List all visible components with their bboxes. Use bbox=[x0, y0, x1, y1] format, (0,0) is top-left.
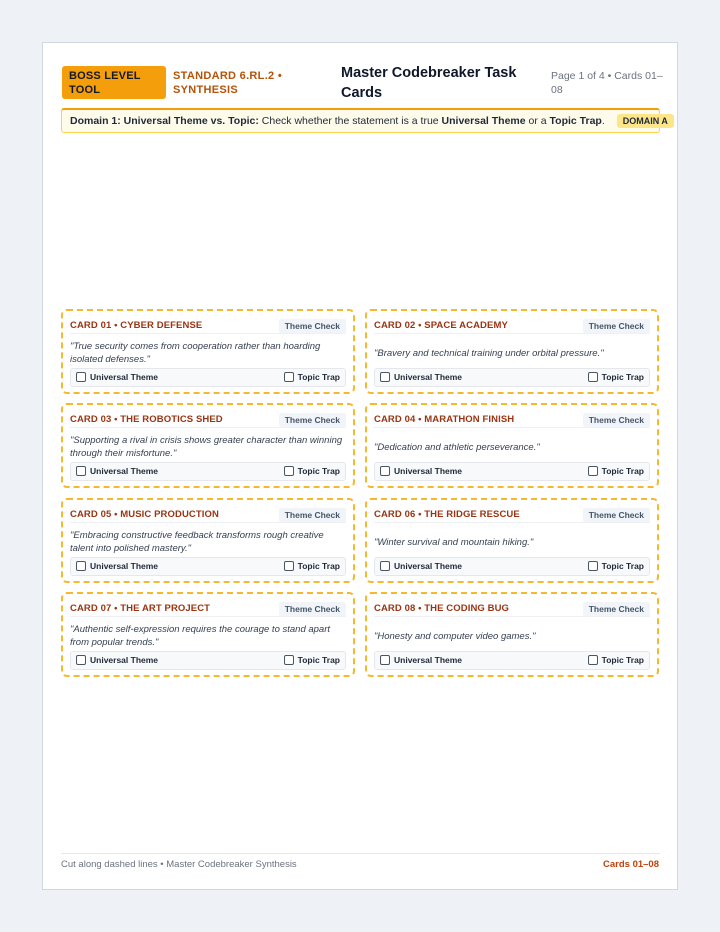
domain-label: Domain 1: Universal Theme vs. Topic: bbox=[70, 115, 259, 127]
card-options bbox=[374, 651, 650, 670]
card-quote: "Winter survival and mountain hiking." bbox=[374, 536, 534, 548]
option-label: Topic Trap bbox=[601, 466, 644, 476]
option-topic-trap[interactable] bbox=[588, 655, 644, 665]
card-label: CARD 06 • THE RIDGE RESCUE bbox=[374, 509, 520, 520]
task-card bbox=[61, 592, 355, 677]
checkbox-icon[interactable] bbox=[380, 655, 390, 665]
domain-text-mid: or a bbox=[528, 115, 547, 127]
page-title: Master Codebreaker Task Cards bbox=[341, 65, 517, 101]
domain-text-end: . bbox=[601, 115, 605, 127]
option-label: Topic Trap bbox=[297, 655, 340, 665]
card-label: CARD 08 • THE CODING BUG bbox=[374, 603, 510, 614]
option-label: Topic Trap bbox=[601, 561, 644, 571]
card-header bbox=[70, 508, 346, 523]
option-topic-trap[interactable] bbox=[588, 372, 644, 382]
option-topic-trap[interactable] bbox=[588, 466, 644, 476]
option-label: Universal Theme bbox=[394, 372, 463, 382]
card-quote: "Dedication and athletic perseverance." bbox=[374, 441, 540, 453]
theme-check-chip: Theme Check bbox=[583, 413, 650, 427]
task-card bbox=[365, 498, 659, 583]
card-label: CARD 05 • MUSIC PRODUCTION bbox=[70, 509, 219, 520]
theme-check-chip: Theme Check bbox=[279, 413, 346, 427]
card-options bbox=[70, 368, 346, 387]
standard-label: STANDARD 6.RL.2 • SYNTHESIS bbox=[173, 70, 282, 96]
theme-check-chip: Theme Check bbox=[583, 602, 650, 616]
option-label: Universal Theme bbox=[394, 466, 463, 476]
checkbox-icon[interactable] bbox=[284, 561, 294, 571]
option-topic-trap[interactable] bbox=[284, 655, 340, 665]
domain-tag: DOMAIN A bbox=[617, 114, 674, 128]
footer-divider bbox=[61, 853, 660, 854]
card-header bbox=[374, 319, 650, 334]
card-options bbox=[374, 368, 650, 387]
domain-text-before: Check whether the statement is a true bbox=[261, 115, 439, 127]
checkbox-icon[interactable] bbox=[76, 372, 86, 382]
card-options bbox=[374, 557, 650, 576]
option-universal-theme[interactable] bbox=[380, 372, 462, 382]
card-label: CARD 02 • SPACE ACADEMY bbox=[374, 320, 508, 331]
theme-check-chip: Theme Check bbox=[279, 508, 346, 522]
option-universal-theme[interactable] bbox=[76, 655, 158, 665]
card-header bbox=[374, 602, 650, 617]
card-header bbox=[70, 319, 346, 334]
card-quote: "Supporting a rival in crisis shows greater character than winning through their misfortune." bbox=[70, 435, 343, 459]
option-universal-theme[interactable] bbox=[380, 655, 462, 665]
option-topic-trap[interactable] bbox=[284, 372, 340, 382]
task-card bbox=[61, 498, 355, 583]
option-universal-theme[interactable] bbox=[76, 466, 158, 476]
domain-term-topic-trap: Topic Trap bbox=[549, 115, 602, 127]
checkbox-icon[interactable] bbox=[284, 372, 294, 382]
theme-check-chip: Theme Check bbox=[583, 508, 650, 522]
checkbox-icon[interactable] bbox=[380, 561, 390, 571]
option-topic-trap[interactable] bbox=[284, 561, 340, 571]
checkbox-icon[interactable] bbox=[588, 561, 598, 571]
card-options bbox=[374, 462, 650, 481]
card-options bbox=[70, 462, 346, 481]
card-quote: "Bravery and technical training under orbital pressure." bbox=[374, 347, 604, 359]
checkbox-icon[interactable] bbox=[284, 655, 294, 665]
page-info: Page 1 of 4 • Cards 01–08 bbox=[551, 70, 663, 96]
option-label: Topic Trap bbox=[297, 466, 340, 476]
card-header bbox=[70, 413, 346, 428]
checkbox-icon[interactable] bbox=[76, 561, 86, 571]
card-quote: "Honesty and computer video games." bbox=[374, 630, 536, 642]
option-label: Topic Trap bbox=[297, 372, 340, 382]
card-quote: "True security comes from cooperation rather than hoarding isolated defenses." bbox=[70, 341, 321, 365]
option-universal-theme[interactable] bbox=[76, 372, 158, 382]
option-topic-trap[interactable] bbox=[588, 561, 644, 571]
option-label: Universal Theme bbox=[90, 561, 159, 571]
option-label: Universal Theme bbox=[394, 561, 463, 571]
card-options bbox=[70, 557, 346, 576]
option-universal-theme[interactable] bbox=[380, 466, 462, 476]
domain-instructions bbox=[61, 108, 668, 133]
option-label: Topic Trap bbox=[297, 561, 340, 571]
option-universal-theme[interactable] bbox=[76, 561, 158, 571]
checkbox-icon[interactable] bbox=[380, 466, 390, 476]
checkbox-icon[interactable] bbox=[588, 655, 598, 665]
checkbox-icon[interactable] bbox=[76, 466, 86, 476]
checkbox-icon[interactable] bbox=[588, 372, 598, 382]
option-label: Universal Theme bbox=[90, 372, 159, 382]
checkbox-icon[interactable] bbox=[588, 466, 598, 476]
boss-level-badge: BOSS LEVEL TOOL bbox=[62, 66, 166, 99]
task-card bbox=[365, 403, 659, 488]
footer-card-range: Cards 01–08 bbox=[603, 859, 659, 870]
option-label: Universal Theme bbox=[90, 466, 159, 476]
card-quote: "Authentic self-expression requires the courage to stand apart from popular trends." bbox=[70, 624, 331, 648]
task-card bbox=[365, 592, 659, 677]
theme-check-chip: Theme Check bbox=[279, 602, 346, 616]
task-card bbox=[365, 309, 659, 394]
card-label: CARD 04 • MARATHON FINISH bbox=[374, 414, 515, 425]
option-label: Universal Theme bbox=[90, 655, 159, 665]
worksheet-page bbox=[42, 42, 678, 890]
task-card bbox=[61, 403, 355, 488]
checkbox-icon[interactable] bbox=[284, 466, 294, 476]
card-label: CARD 03 • THE ROBOTICS SHED bbox=[70, 414, 223, 425]
card-quote: "Embracing constructive feedback transforms rough creative talent into polished mastery." bbox=[70, 530, 324, 554]
card-header bbox=[70, 602, 346, 617]
option-label: Topic Trap bbox=[601, 372, 644, 382]
theme-check-chip: Theme Check bbox=[583, 319, 650, 333]
option-label: Universal Theme bbox=[394, 655, 463, 665]
option-topic-trap[interactable] bbox=[284, 466, 340, 476]
checkbox-icon[interactable] bbox=[76, 655, 86, 665]
card-label: CARD 07 • THE ART PROJECT bbox=[70, 603, 211, 614]
option-label: Topic Trap bbox=[601, 655, 644, 665]
card-label: CARD 01 • CYBER DEFENSE bbox=[70, 320, 203, 331]
card-header bbox=[374, 413, 650, 428]
option-universal-theme[interactable] bbox=[380, 561, 462, 571]
checkbox-icon[interactable] bbox=[380, 372, 390, 382]
footer-note: Cut along dashed lines • Master Codebreaker Synthesis bbox=[61, 859, 297, 870]
card-header bbox=[374, 508, 650, 523]
task-card bbox=[61, 309, 355, 394]
card-options bbox=[70, 651, 346, 670]
theme-check-chip: Theme Check bbox=[279, 319, 346, 333]
domain-term-universal-theme: Universal Theme bbox=[441, 115, 526, 127]
